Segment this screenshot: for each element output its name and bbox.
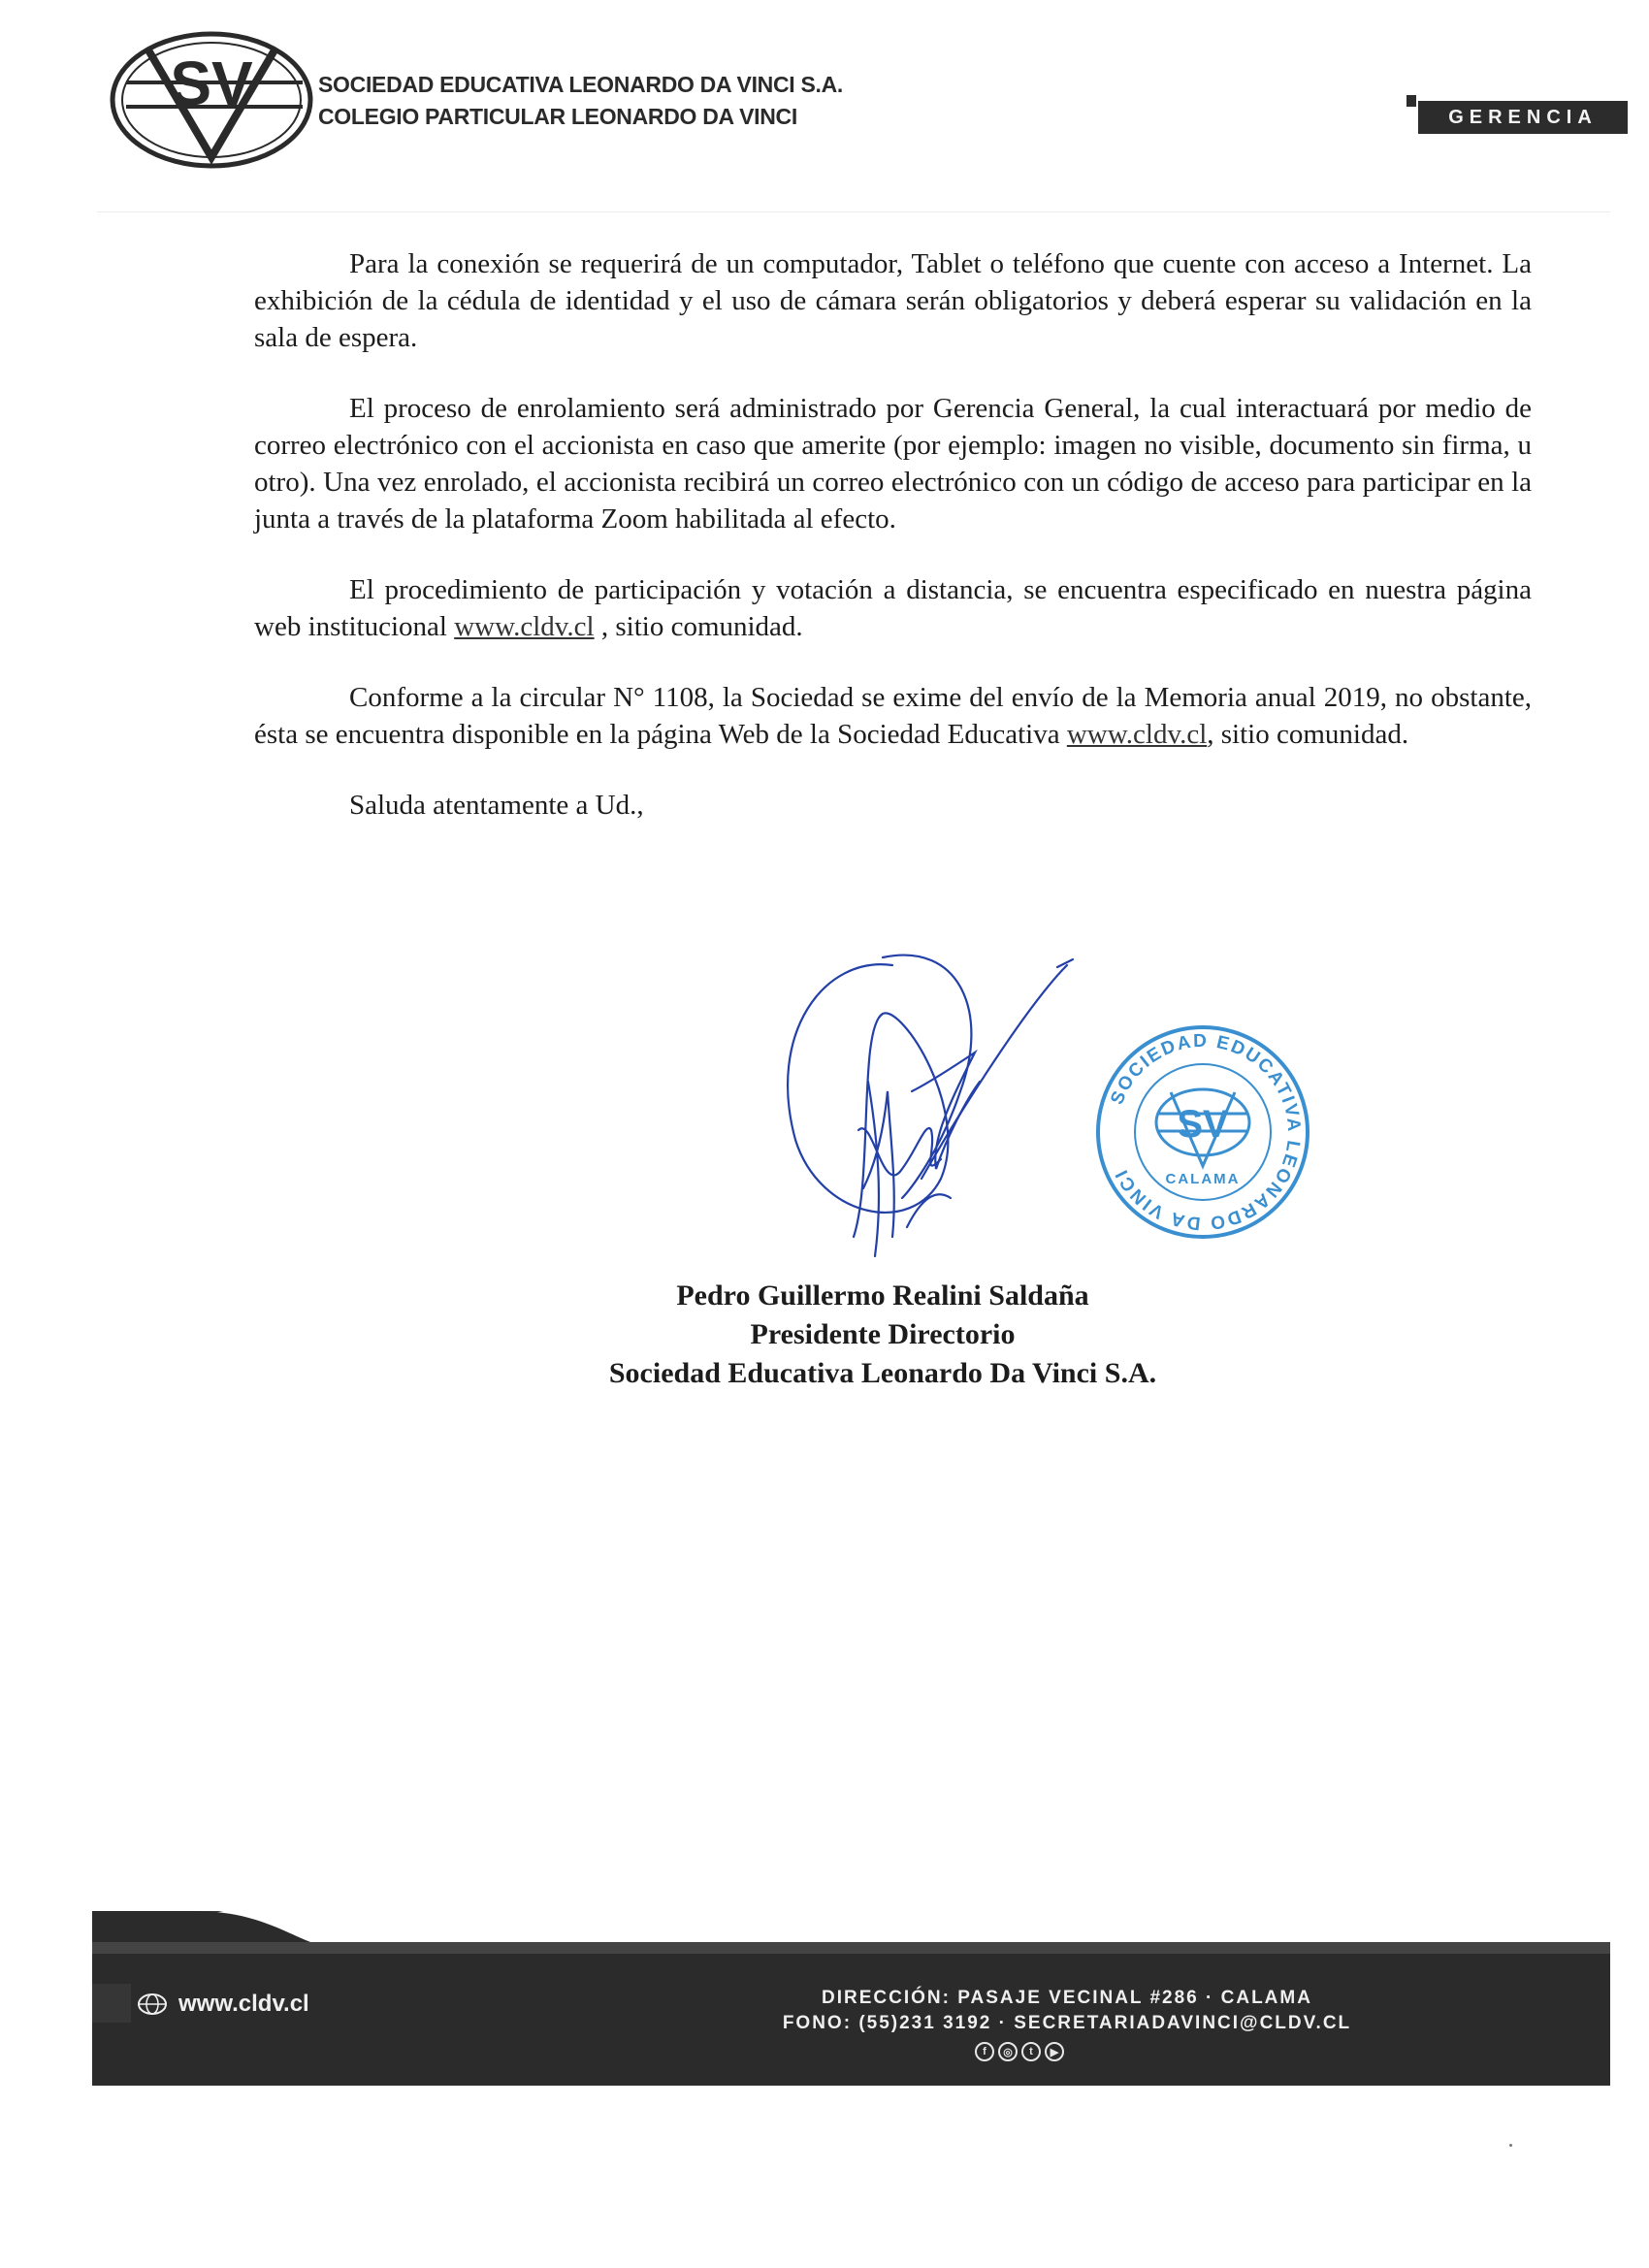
paragraph-enrollment: El proceso de enrolamiento será administrado por Gerencia General, la cual interactuará por medio de correo electrónico con el accionista en caso que amerite (por ejemplo: imagen no visible, documento sin firma, u otro). Una vez enrolado, el accionista recibirá un correo electrónico con un código de acceso para participar en la junta a través de la plataforma Zoom habilitada al efecto. bbox=[254, 393, 1532, 535]
website-link[interactable]: www.cldv.cl bbox=[1066, 719, 1208, 750]
youtube-icon[interactable]: ▶ bbox=[1045, 2042, 1064, 2061]
closing-salutation: Saluda atentamente a Ud., bbox=[349, 790, 644, 821]
footer-website[interactable] bbox=[136, 1991, 309, 2018]
department-badge: GERENCIA bbox=[1418, 101, 1628, 134]
seal-monogram: SV bbox=[1177, 1103, 1229, 1146]
school-name: COLEGIO PARTICULAR LEONARDO DA VINCI bbox=[318, 104, 797, 129]
paragraph-procedure-tail: , sitio comunidad. bbox=[594, 611, 803, 642]
signatory-title: Presidente Directorio bbox=[750, 1318, 1016, 1350]
organization-name: SOCIEDAD EDUCATIVA LEONARDO DA VINCI S.A. bbox=[318, 72, 844, 97]
footer-contact: FONO: (55)231 3192 · SECRETARIADAVINCI@CLDV.CL bbox=[782, 2013, 1352, 2033]
letter-body bbox=[254, 245, 1532, 858]
header-divider bbox=[97, 211, 1610, 212]
globe-icon bbox=[136, 1992, 169, 2017]
instagram-icon[interactable]: ◎ bbox=[998, 2042, 1018, 2061]
paragraph-annual-report bbox=[254, 679, 1532, 753]
paragraph-annual-report-text: Conforme a la circular N° 1108, la Sociedad se exime del envío de la Memoria anual 2019, no obstante, ésta se encuentra disponible en la página Web de la Sociedad Educativa bbox=[254, 682, 1532, 750]
social-icons bbox=[975, 2042, 1064, 2061]
website-link[interactable]: www.cldv.cl bbox=[454, 611, 595, 642]
signatory-name: Pedro Guillermo Realini Saldaña bbox=[676, 1280, 1089, 1312]
logo-monogram: SV bbox=[170, 49, 253, 118]
seal-city: CALAMA bbox=[1165, 1171, 1241, 1187]
footer-website-text: www.cldv.cl bbox=[178, 1991, 309, 2017]
paragraph-annual-report-tail: , sitio comunidad. bbox=[1207, 719, 1409, 750]
signatory-organization: Sociedad Educativa Leonardo Da Vinci S.A. bbox=[608, 1357, 1157, 1389]
paragraph-procedure bbox=[254, 571, 1532, 645]
school-logo bbox=[109, 29, 314, 171]
footer-address: DIRECCIÓN: PASAJE VECINAL #286 · CALAMA bbox=[822, 1988, 1312, 2008]
company-seal bbox=[1091, 1021, 1314, 1244]
twitter-icon[interactable]: t bbox=[1021, 2042, 1041, 2061]
scan-speck bbox=[1509, 2144, 1512, 2147]
facebook-icon[interactable]: f bbox=[975, 2042, 994, 2061]
seal-ring-text: SOCIEDAD EDUCATIVA LEONARDO DA VINCI bbox=[1107, 1030, 1305, 1234]
paragraph-procedure-text: El procedimiento de participación y votación a distancia, se encuentra especificado en nuestra página web institucional bbox=[254, 574, 1532, 642]
paragraph-connection: Para la conexión se requerirá de un computador, Tablet o teléfono que cuente con acceso a Internet. La exhibición de la cédula de identidad y el uso de cámara serán obligatorios y deberá esperar su validación en la sala de espera. bbox=[254, 248, 1532, 353]
handwritten-signature bbox=[766, 946, 1116, 1266]
badge-tick bbox=[1406, 95, 1416, 107]
